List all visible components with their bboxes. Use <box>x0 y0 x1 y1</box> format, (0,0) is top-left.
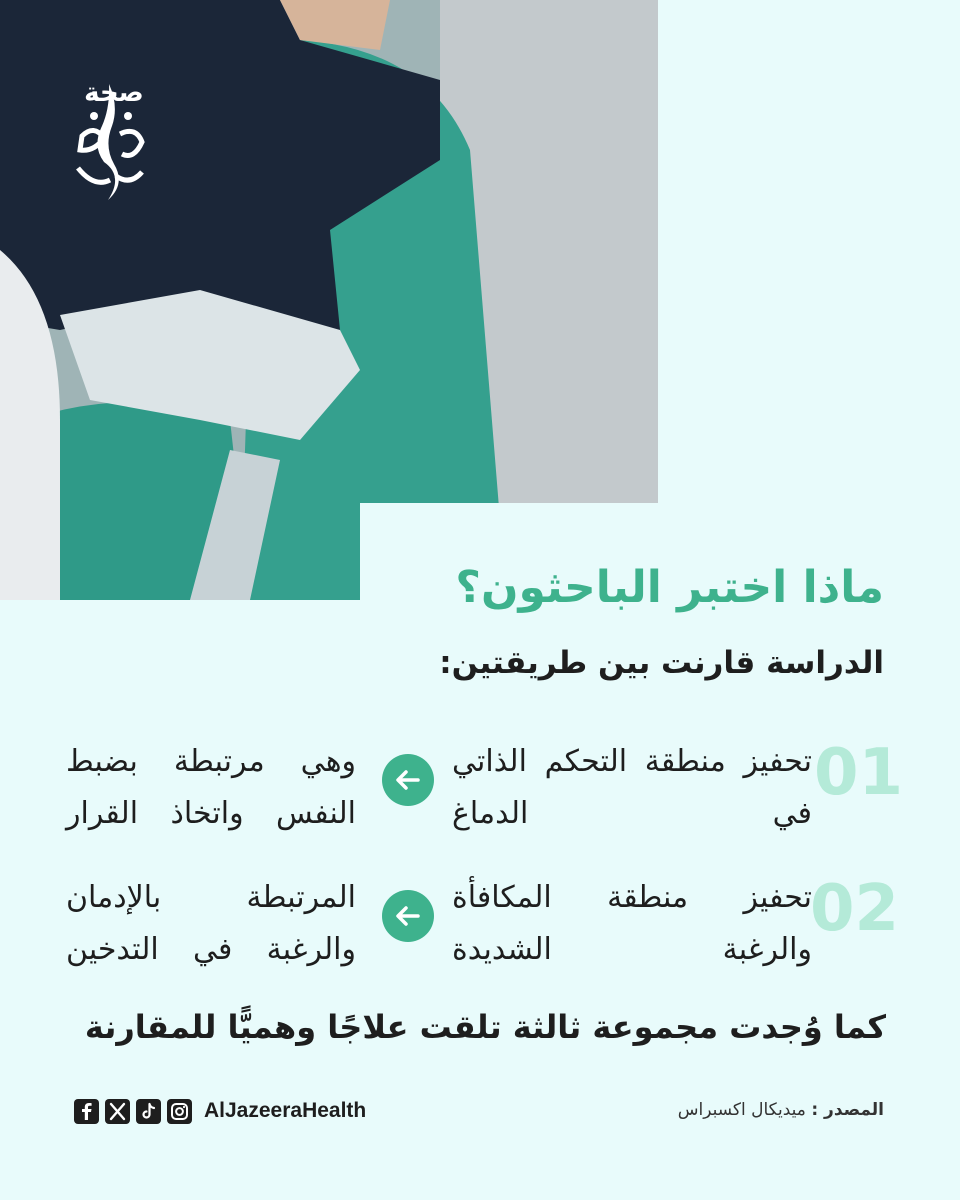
item-method: تحفيز منطقة التحكم الذاتي في الدماغ <box>452 744 812 831</box>
item-number: 02 <box>810 872 900 946</box>
page-title: ماذا اختبر الباحثون؟ <box>455 562 884 613</box>
social-handle[interactable]: AlJazeeraHealth <box>204 1099 367 1122</box>
brand-logo <box>64 76 164 241</box>
source-value: ميديكال اكسبراس <box>677 1100 806 1120</box>
footnote-text: كما وُجدت مجموعة ثالثة تلقت علاجًا وهميًّا للمقارنة <box>84 1008 886 1046</box>
arrow-left-icon <box>382 754 434 806</box>
instagram-icon[interactable] <box>167 1099 192 1124</box>
comparison-item-1 <box>66 732 904 842</box>
item-method: تحفيز منطقة المكافأة والرغبة الشديدة <box>452 880 812 967</box>
x-icon[interactable] <box>105 1099 130 1124</box>
source-credit <box>678 1100 884 1120</box>
item-number: 01 <box>814 736 904 810</box>
page-subtitle: الدراسة قارنت بين طريقتين: <box>439 645 884 681</box>
source-label: المصدر : <box>811 1100 884 1120</box>
tiktok-icon[interactable] <box>136 1099 161 1124</box>
arrow-left-icon <box>382 890 434 942</box>
social-bar <box>74 1097 366 1125</box>
aljazeera-logo-icon <box>64 76 154 206</box>
logo-subtitle: صحة <box>84 78 144 108</box>
item-description: المرتبطة بالإدمان والرغبة في التدخين <box>66 880 356 967</box>
facebook-icon[interactable] <box>74 1099 99 1124</box>
item-description: وهي مرتبطة بضبط النفس واتخاذ القرار <box>66 744 356 831</box>
comparison-item-2 <box>66 868 900 978</box>
